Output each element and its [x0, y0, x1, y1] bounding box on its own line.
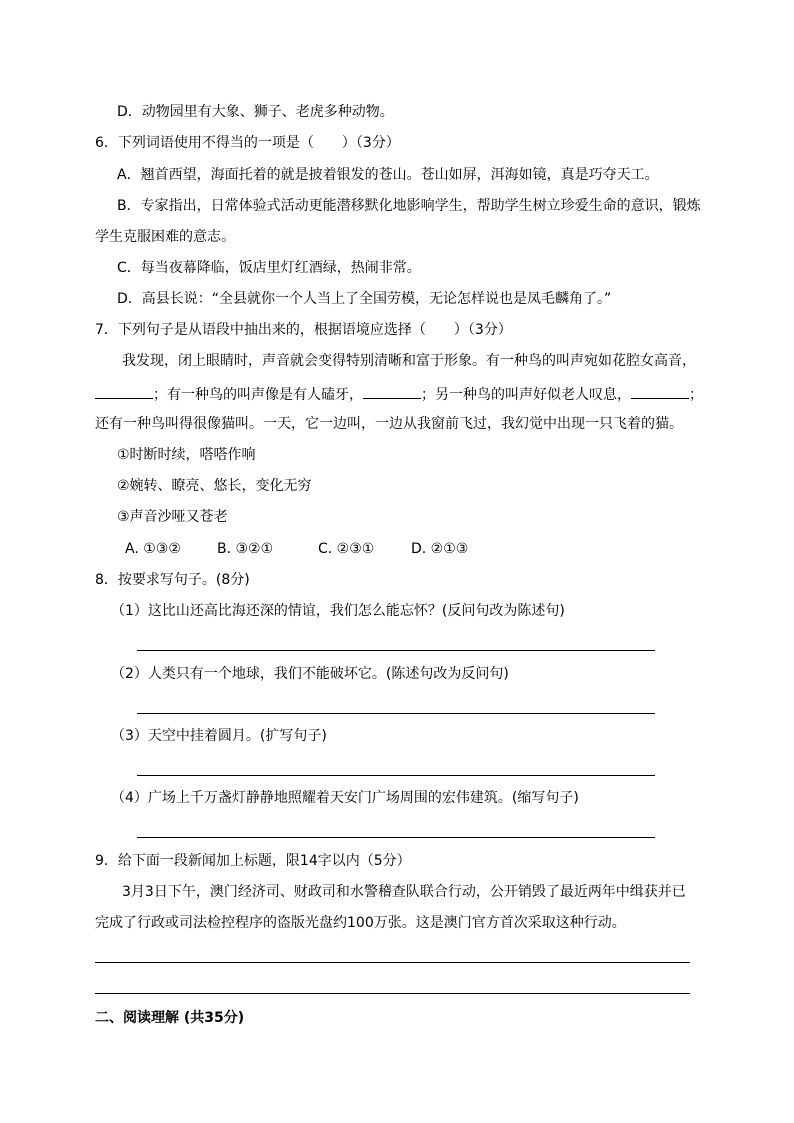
answer-line-3[interactable]	[137, 775, 655, 776]
title-answer-line-2[interactable]	[95, 993, 690, 994]
q9-news-line1: 3月3日下午，澳门经济司、财政司和水警稽查队联合行动，公开销毁了最近两年中缉获并已	[122, 884, 686, 900]
q7-choice-c: C. ②③①	[318, 541, 375, 557]
q6-option-d: D．高县长说：“全县就你一个人当上了全国劳模，无论怎样说也是凤毛麟角了。”	[117, 291, 612, 307]
q7-choice-b: B. ③②①	[217, 541, 274, 557]
q6-option-c: C．每当夜幕降临，饭店里灯红酒绿，热闹非常。	[117, 260, 421, 276]
q6-option-b-cont: 学生克服困难的意志。	[95, 229, 235, 245]
q8-sentence-4: （4）广场上千万盏灯静静地照耀着天安门广场周围的宏伟建筑。(缩写句子)	[111, 790, 579, 806]
q7-choice-a: A. ①③②	[125, 541, 181, 557]
q8-sentence-3: （3）天空中挂着圆月。(扩写句子)	[111, 728, 327, 744]
answer-line-1[interactable]	[137, 650, 655, 651]
q7-choice-d: D. ②①③	[411, 541, 469, 557]
section-heading-reading: 二、阅读理解 (共35分)	[95, 1010, 245, 1026]
q7-item-1: ①时断时续，嗒嗒作响	[117, 447, 256, 463]
q8-stem: 8．按要求写句子。(8分)	[95, 572, 250, 588]
q7-paragraph-line3: 还有一种鸟叫得很像猫叫。一天，它一边叫，一边从我窗前飞过，我幻觉中出现一只飞着的猫。	[95, 416, 683, 432]
answer-line-4[interactable]	[137, 837, 655, 838]
q8-sentence-2: （2）人类只有一个地球，我们不能破坏它。(陈述句改为反问句)	[111, 666, 509, 682]
q9-news-line2: 完成了行政或司法检控程序的盗版光盘约100万张。这是澳门官方首次采取这种行动。	[95, 915, 626, 931]
q7-item-2: ②婉转、瞭亮、悠长，变化无穷	[117, 478, 312, 494]
q9-stem: 9．给下面一段新闻加上标题，限14字以内（5分）	[95, 853, 411, 869]
q6-stem: 6．下列词语使用不得当的一项是（ ）（3分）	[95, 135, 400, 151]
q7-paragraph-line2: ；有一种鸟的叫声像是有人磕牙， ；另一种鸟的叫声好似老人叹息， ；	[95, 384, 703, 404]
fill-blank[interactable]	[95, 384, 153, 399]
q6-option-a: A．翘首西望，海面托着的就是披着银发的苍山。苍山如屏，洱海如镜，真是巧夺天工。	[117, 167, 659, 183]
fill-blank[interactable]	[631, 384, 689, 399]
q6-option-b: B．专家指出，日常体验式活动更能潜移默化地影响学生，帮助学生树立珍爱生命的意识，锻炼	[117, 198, 701, 214]
answer-line-2[interactable]	[137, 713, 655, 714]
q7-stem: 7．下列句子是从语段中抽出来的，根据语境应选择（ ）（3分）	[95, 322, 512, 338]
q7-paragraph-line1: 我发现，闭上眼睛时，声音就会变得特别清晰和富于形象。有一种鸟的叫声宛如花腔女高音，	[122, 353, 696, 369]
q7-item-3: ③声音沙哑又苍老	[117, 509, 228, 525]
fill-blank[interactable]	[363, 384, 421, 399]
title-answer-line-1[interactable]	[95, 962, 690, 963]
q5-option-d: D．动物园里有大象、狮子、老虎多种动物。	[117, 104, 394, 120]
q8-sentence-1: （1）这比山还高比海还深的情谊，我们怎么能忘怀？(反问句改为陈述句)	[111, 603, 565, 619]
